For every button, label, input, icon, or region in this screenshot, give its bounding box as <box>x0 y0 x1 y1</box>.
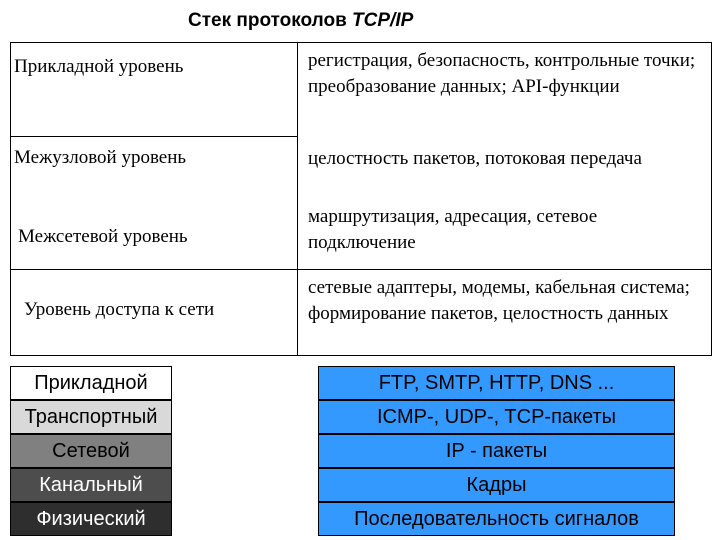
row-desc-host-to-host: целостность пакетов, потоковая передача <box>308 148 642 169</box>
layer-physical: Физический <box>10 502 172 536</box>
protocols-data-link: Кадры <box>318 468 675 502</box>
page-title <box>188 10 413 32</box>
title-prefix: Стек протоколов <box>188 10 353 31</box>
layer-transport: Транспортный <box>10 400 172 434</box>
row-label-application: Прикладной уровень <box>14 56 184 77</box>
row-divider-1 <box>11 136 297 137</box>
protocols-network: IP - пакеты <box>318 434 675 468</box>
row-divider-3 <box>11 269 711 270</box>
row-desc-application: регистрация, безопасность, контрольные точки; преобразование данных; API-функции <box>308 50 696 97</box>
protocols-physical: Последовательность сигналов <box>318 502 675 536</box>
protocols-transport: ICMP-, UDP-, TCP-пакеты <box>318 400 675 434</box>
row-label-internet: Межсетевой уровень <box>18 226 188 247</box>
layer-application: Прикладной <box>10 366 172 400</box>
row-label-network-access: Уровень доступа к сети <box>24 299 215 320</box>
layer-data-link: Канальный <box>10 468 172 502</box>
column-divider <box>297 43 298 355</box>
protocol-stack-table <box>10 42 712 356</box>
row-desc-network-access: сетевые адаптеры, модемы, кабельная система; формирование пакетов, целостность данных <box>308 277 690 324</box>
protocols-application: FTP, SMTP, HTTP, DNS ... <box>318 366 675 400</box>
title-suffix: TCP/IP <box>352 10 414 31</box>
row-desc-internet: маршрутизация, адресация, сетевое подключение <box>308 206 598 253</box>
row-label-host-to-host: Межузловой уровень <box>14 147 187 168</box>
layer-network: Сетевой <box>10 434 172 468</box>
